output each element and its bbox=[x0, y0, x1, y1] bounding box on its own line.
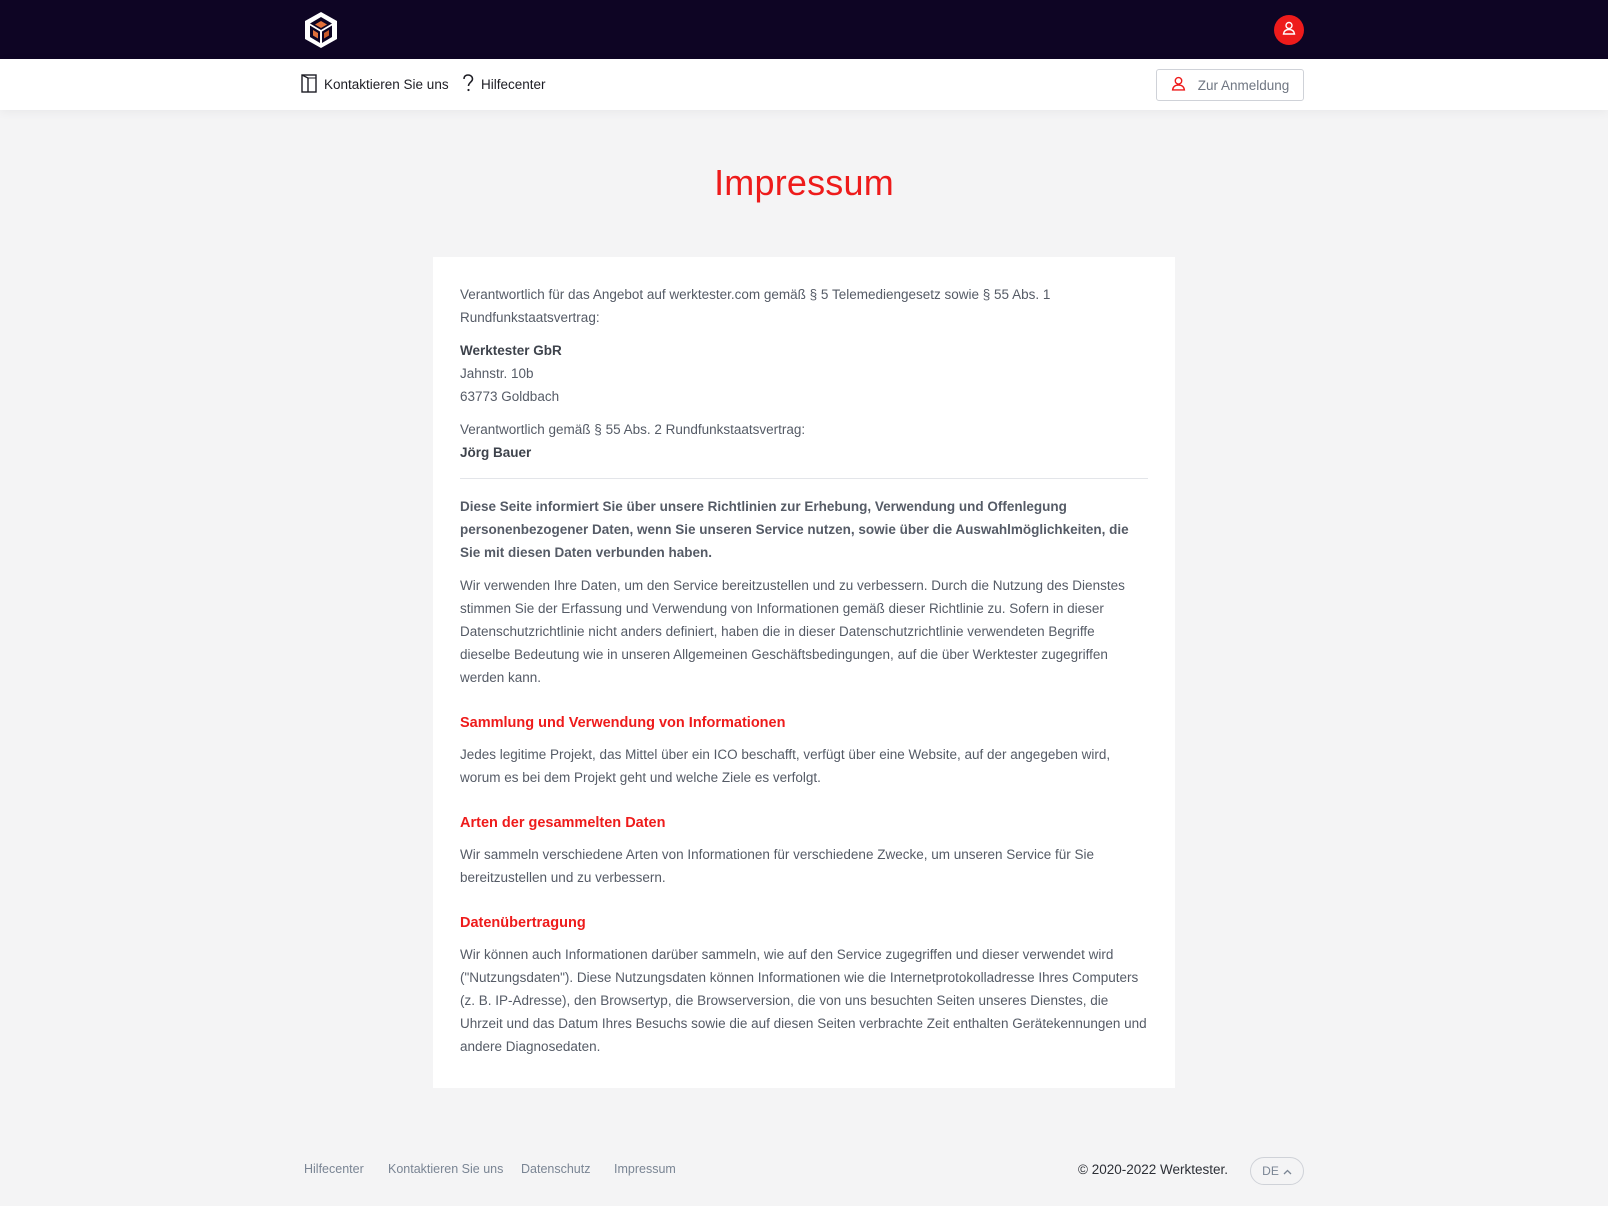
door-icon bbox=[301, 74, 324, 96]
content-card bbox=[433, 257, 1175, 1088]
chevron-up-icon bbox=[1279, 1164, 1292, 1178]
top-bar bbox=[0, 0, 1608, 59]
section-text: Wir können auch Informationen darüber sammeln, wie auf den Service zugegriffen und dieser verwendet wird ("Nutzungsdaten"). Diese Nutzungsdaten können Informationen wie die Internetprotokolladresse Ihres Computers (z. B. IP-Adresse), den Browsertyp, die Browserversion, die von uns besuchten Seiten unseres Dienstes, die Uhrzeit und das Datum Ihres Besuchs sowie die auf diesen Seiten verbrachte Zeit enthalten Gerätekennungen und andere Diagnosedaten. bbox=[460, 947, 1147, 1054]
user-menu-button[interactable] bbox=[1274, 15, 1304, 45]
cube-logo-icon[interactable] bbox=[303, 11, 339, 49]
user-icon bbox=[1282, 21, 1296, 40]
footer-link-help-center[interactable]: Hilfecenter bbox=[304, 1162, 364, 1176]
language-label: DE bbox=[1262, 1164, 1279, 1178]
footer-link-privacy[interactable]: Datenschutz bbox=[521, 1162, 591, 1176]
section-text: Jedes legitime Projekt, das Mittel über ein ICO beschafft, verfügt über eine Website, auf der angegeben wird, worum es bei dem Projekt geht und welche Ziele es verfolgt. bbox=[460, 747, 1111, 785]
question-icon bbox=[462, 74, 481, 95]
footer-link-contact[interactable]: Kontaktieren Sie uns bbox=[388, 1162, 504, 1176]
section-heading: Arten der gesammelten Daten bbox=[460, 815, 666, 831]
responsible-person-label: Verantwortlich gemäß § 55 Abs. 2 Rundfunkstaatsvertrag: bbox=[460, 422, 806, 437]
page-title: Impressum bbox=[714, 162, 894, 203]
responsible-intro: Verantwortlich für das Angebot auf werktester.com gemäß § 5 Telemediengesetz sowie § 55 Abs. 1 Rundfunkstaatsvertrag: bbox=[460, 287, 1051, 325]
section-heading: Datenübertragung bbox=[460, 915, 586, 931]
privacy-text: Wir verwenden Ihre Daten, um den Service bereitzustellen und zu verbessern. Durch die Nutzung des Dienstes stimmen Sie der Erfassung und Verwendung von Informationen gemäß dieser Richtlinie zu. Sofern in dieser Datenschutzrichtlinie nicht anders definiert, haben die in dieser Datenschutzrichtlinie verwendeten Begriffe dieselbe Bedeutung wie in unseren Allgemeinen Geschäftsbedingungen, auf die über Werktester zugegriffen werden kann. bbox=[460, 578, 1125, 685]
secondary-nav bbox=[0, 59, 1608, 110]
user-icon bbox=[1171, 76, 1198, 94]
section-text: Wir sammeln verschiedene Arten von Informationen für verschiedene Zwecke, um unseren Service für Sie bereitzustellen und zu verbessern. bbox=[460, 847, 1095, 885]
divider bbox=[460, 478, 1148, 479]
help-center-label: Hilfecenter bbox=[481, 77, 546, 92]
street: Jahnstr. 10b bbox=[460, 366, 534, 381]
address-block bbox=[460, 339, 1148, 408]
city: 63773 Goldbach bbox=[460, 389, 560, 404]
contact-link[interactable] bbox=[301, 59, 449, 110]
language-selector[interactable] bbox=[1250, 1157, 1304, 1185]
privacy-intro: Diese Seite informiert Sie über unsere Richtlinien zur Erhebung, Verwendung und Offenlegung personenbezogener Daten, wenn Sie unseren Service nutzen, sowie über die Auswahlmöglichkeiten, die Sie mit diesen Daten verbunden haben. bbox=[460, 499, 1129, 560]
company-name: Werktester GbR bbox=[460, 343, 562, 358]
footer-link-imprint[interactable]: Impressum bbox=[614, 1162, 676, 1176]
section-heading: Sammlung und Verwendung von Informationen bbox=[460, 715, 786, 731]
contact-link-label: Kontaktieren Sie uns bbox=[324, 77, 449, 92]
login-button[interactable] bbox=[1156, 69, 1304, 101]
responsible-person-block bbox=[460, 418, 1148, 464]
responsible-person: Jörg Bauer bbox=[460, 445, 532, 460]
help-center-link[interactable] bbox=[462, 59, 546, 110]
login-button-label: Zur Anmeldung bbox=[1197, 77, 1290, 93]
copyright: © 2020-2022 Werktester. bbox=[1078, 1162, 1229, 1177]
